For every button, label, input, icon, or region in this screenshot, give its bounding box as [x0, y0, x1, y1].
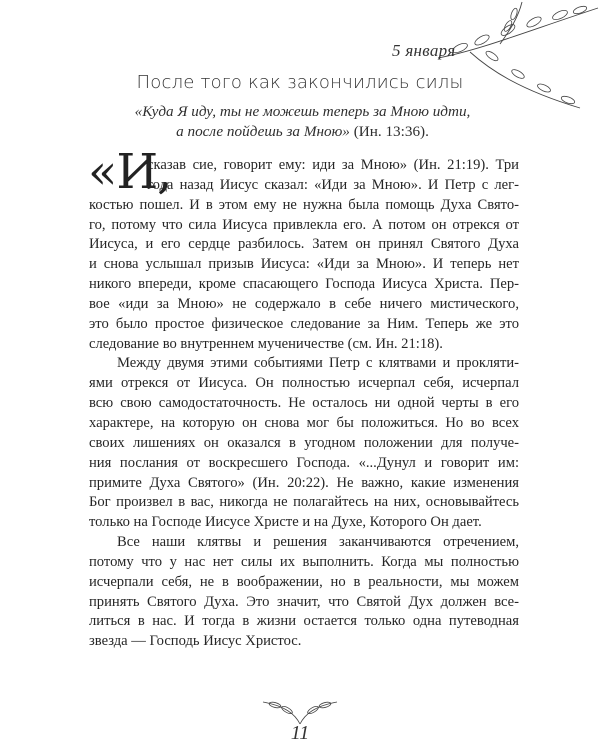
text-line: это было простое физическое следование за Ним. Теперь же это: [89, 315, 519, 332]
epigraph-text: а после пойдешь за Мною»: [176, 123, 350, 140]
text-line: потому что у нас нет силы их выполнить. Когда мы полностью: [89, 553, 519, 570]
text-line: года назад Иисус сказал: «Иди за Мною». И Петр с лег-: [147, 176, 519, 193]
text-line: всю свою самодостаточность. Не осталось ни одной черты в его: [89, 395, 519, 412]
text-line: принять Святого Духа. Это значит, что Святой Дух должен все-: [89, 593, 519, 610]
leaf-branch-ornament: [430, 0, 600, 110]
text-line: го, потому что сила Иисуса привлекла его. А потом он отрекся от: [89, 216, 519, 233]
text-line: ния послания от воскресшего Господа. «...Дунул и говорит им:: [89, 454, 519, 471]
text-line: Иисуса, и его сердце разбилось. Затем он принял Святого Духа: [89, 236, 519, 253]
text-line: звезда — Господь Иисус Христос.: [89, 633, 302, 650]
text-line: своих лишениях он оказался в угодном положении для получе-: [89, 434, 519, 451]
text-line: и снова услышал призыв Иисуса: «Иди за Мною». И теперь нет: [89, 256, 519, 273]
text-line: исчерпали себя, не в воображении, но в реальности, мы можем: [89, 573, 519, 590]
text-line: Все наши клятвы и решения заканчиваются отречением,: [117, 534, 519, 551]
text-line: только на Господе Иисусе Христе и на Духе, Которого Он дает.: [89, 514, 482, 531]
text-line: примите Духа Святого» (Ин. 20:22). Не важно, какие изменения: [89, 474, 519, 491]
text-line: Бог произвел в вас, никогда не полагайтесь на них, основывайтесь: [89, 494, 519, 511]
text-line: ями отрекся от Иисуса. Он полностью исчерпал себя, исчерпал: [89, 375, 519, 392]
epigraph-line: «Куда Я иду, ты не можешь теперь за Мною идти,: [134, 103, 471, 120]
page-title: После того как закончились силы: [136, 72, 464, 93]
drop-cap: «И,: [88, 144, 172, 200]
text-line: сказав сие, говорит ему: иди за Мною» (Ин. 21:19). Три: [147, 157, 519, 173]
date-heading: 5 января: [392, 41, 456, 60]
epigraph-reference: (Ин. 13:36).: [353, 123, 429, 140]
epigraph: [80, 102, 525, 142]
footer-leaf-ornament: [255, 692, 345, 726]
text-line: вое «иди за Мною» не содержало в себе ничего мистического,: [89, 295, 519, 312]
text-line: никого впереди, кроме спасающего Господа Иисуса Христа. Пер-: [89, 276, 519, 293]
page-number: 11: [290, 722, 310, 744]
body-text: [89, 156, 519, 652]
text-line: следование во внутреннем мученичестве (см. Ин. 21:18).: [89, 335, 443, 352]
epigraph-line: [80, 122, 525, 142]
text-line: Между двумя этими событиями Петр с клятвами и прокляти-: [117, 355, 519, 372]
text-line: характере, на которую он снова мог бы положиться. Но во всех: [89, 414, 519, 431]
text-line: литься в нас. И тогда в жизни остается только одна путеводная: [89, 613, 519, 630]
text-line: костью пошел. И в этом ему не нужна была помощь Духа Свято-: [89, 196, 519, 213]
